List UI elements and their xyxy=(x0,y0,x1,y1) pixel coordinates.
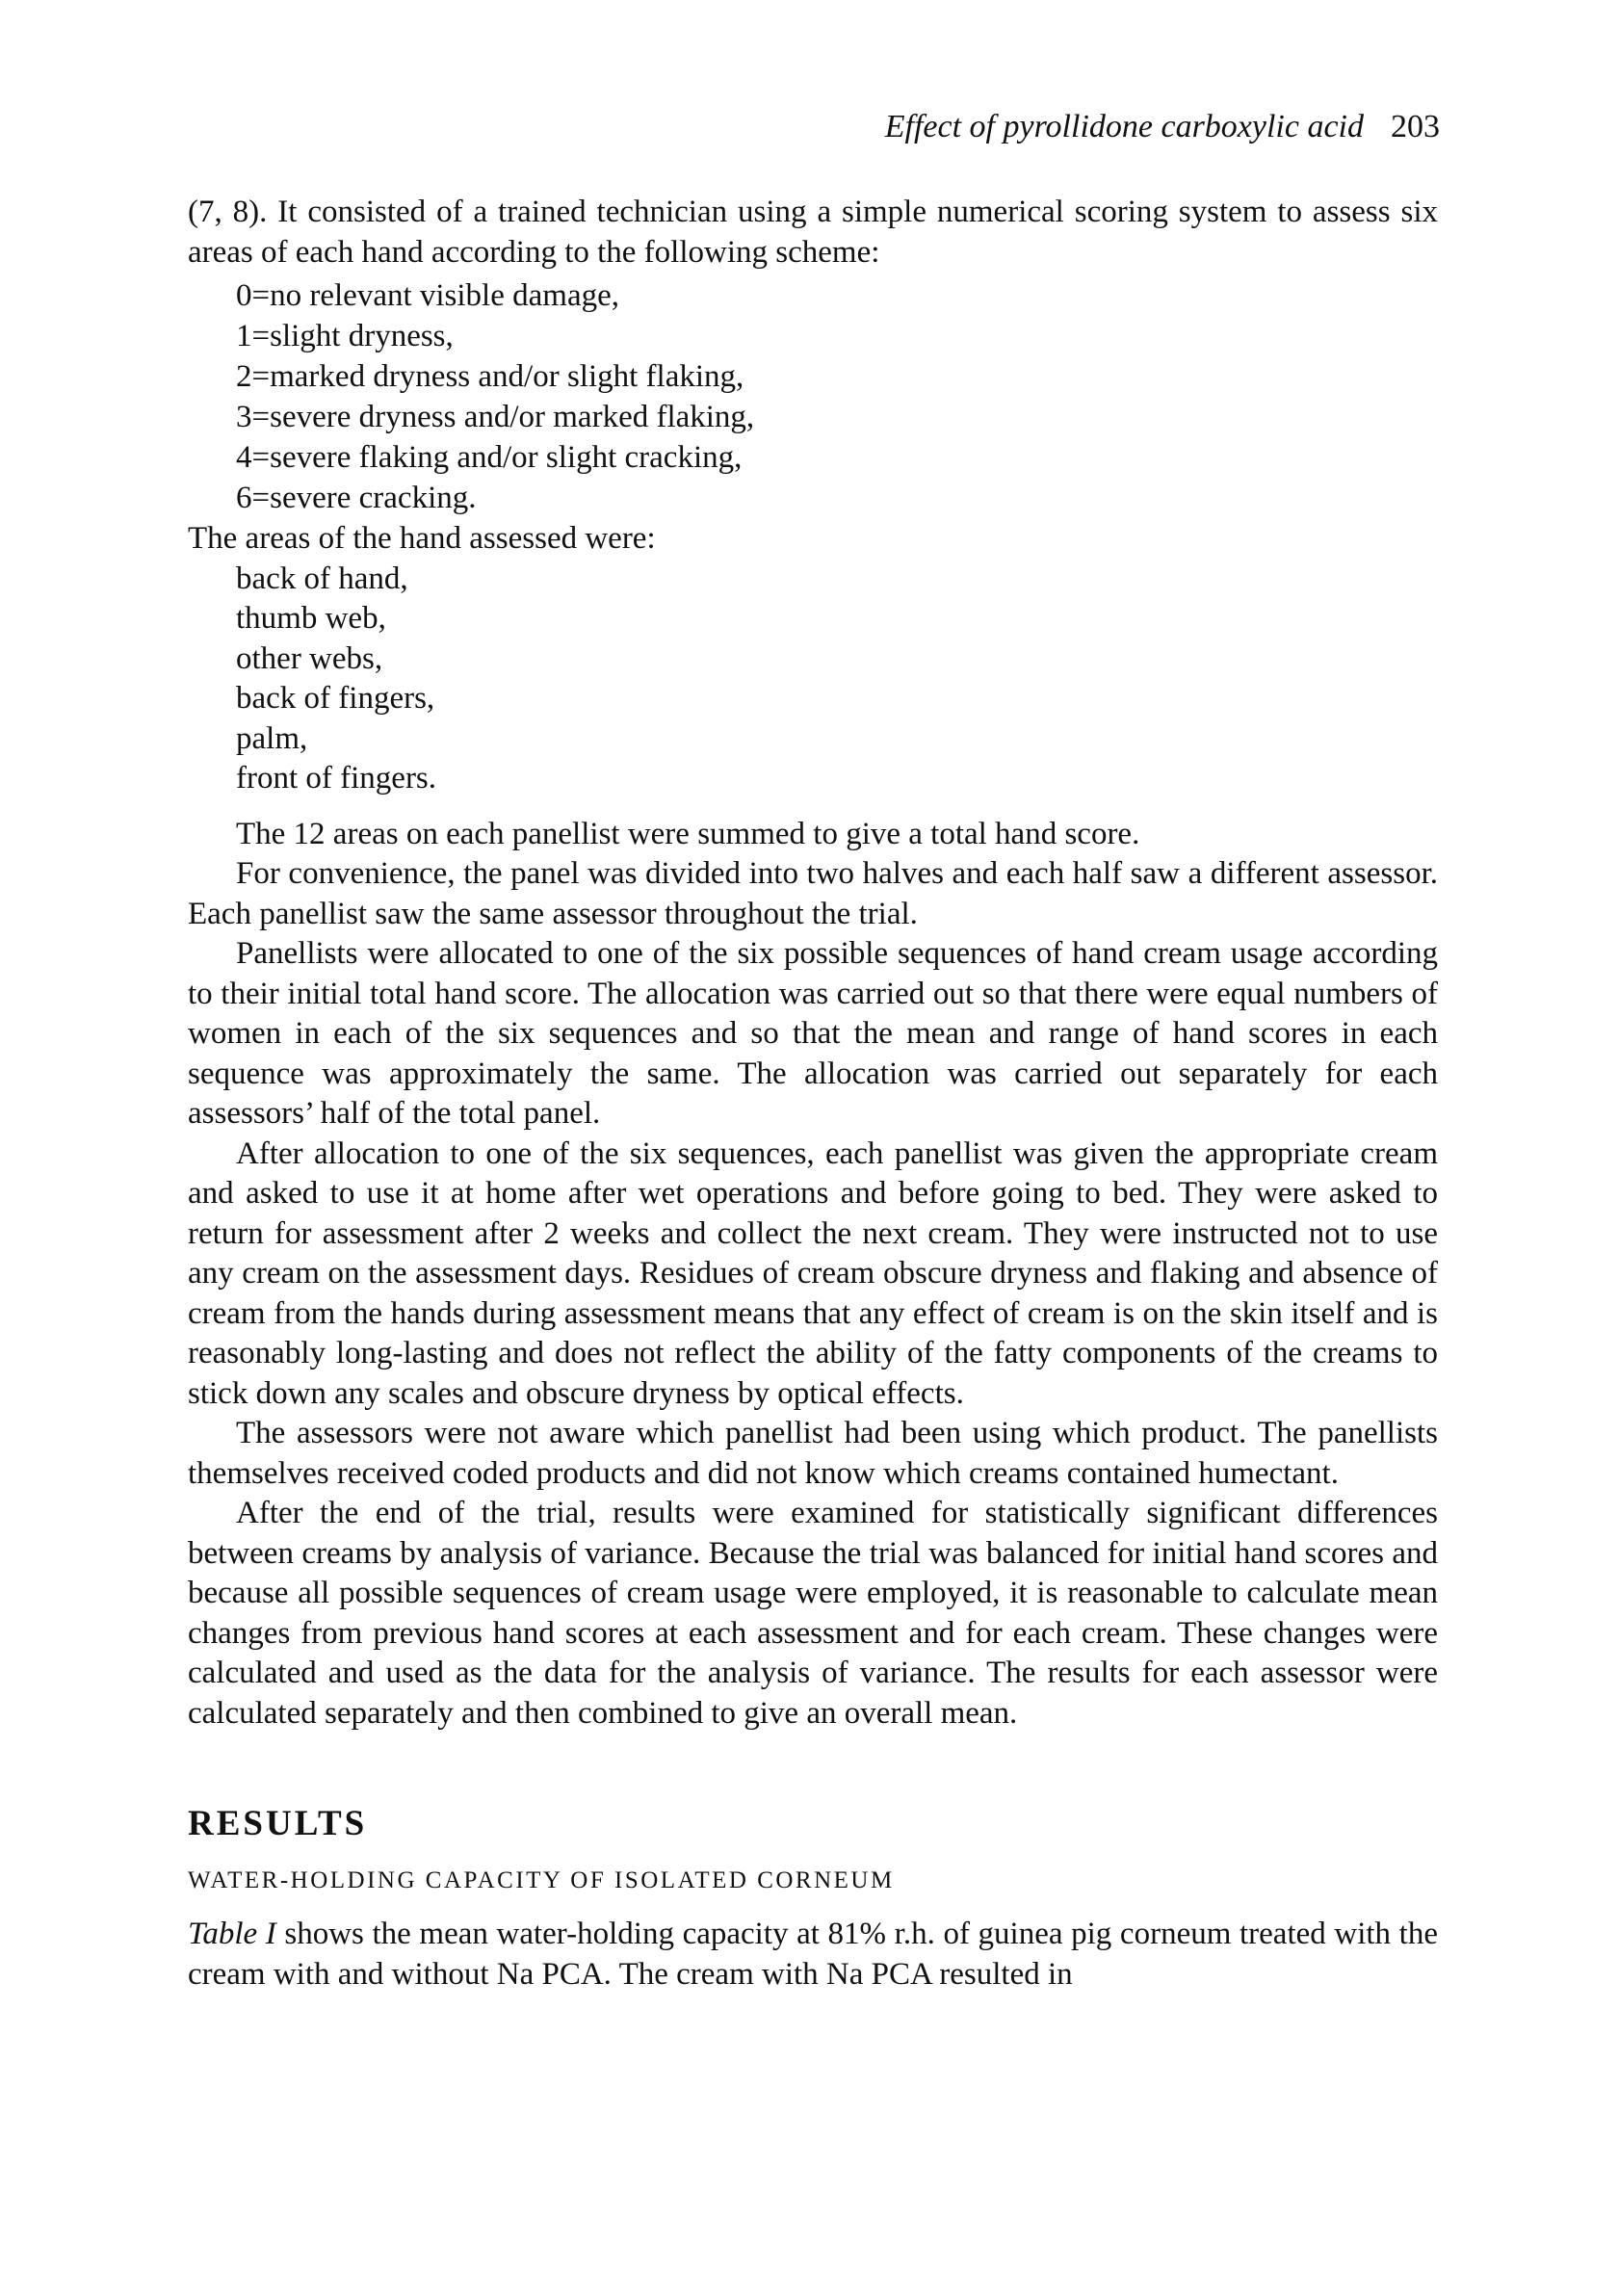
scoring-scheme-item: 4=severe flaking and/or slight cracking, xyxy=(236,440,743,475)
paragraph-assessors: For convenience, the panel was divided into two halves and each half saw a different assessor. Each panellist saw the same assessor throughout the trial. xyxy=(188,856,1438,931)
scoring-scheme-item: 3=severe dryness and/or marked flaking, xyxy=(236,400,755,434)
paragraph-analysis: After the end of the trial, results were examined for statistically significant differences between creams by analysis of variance. Because the trial was balanced for initial hand scores and because all possible sequences of cream usage were employed, it is reasonable to calculate mean changes from previous hand scores at each assessment and for each cream. These changes were calculated and used as the data for the analysis of variance. The results for each assessor were calculated separately and then combined to give an overall mean. xyxy=(188,1496,1438,1731)
areas-intro: The areas of the hand assessed were: xyxy=(188,521,656,556)
scoring-scheme-item: 2=marked dryness and/or slight flaking, xyxy=(236,359,744,394)
page-number: 203 xyxy=(1391,109,1440,144)
hand-area-item: thumb web, xyxy=(236,601,386,636)
paragraph-allocation: Panellists were allocated to one of the six possible sequences of hand cream usage according to their initial total hand score. The allocation was carried out so that there were equal numbers of women in each of the six sequences and so that the mean and range of hand scores in each sequence was approximately the same. The allocation was carried out separately for each assessors’ half of the total panel. xyxy=(188,936,1438,1131)
results-heading: RESULTS xyxy=(188,1804,368,1843)
running-head-title: Effect of pyrollidone carboxylic acid xyxy=(884,109,1364,144)
hand-area-item: front of fingers. xyxy=(236,761,437,796)
scoring-scheme-list xyxy=(188,276,1438,519)
hand-area-item: other webs, xyxy=(236,640,383,676)
hand-area-item: palm, xyxy=(236,720,308,756)
paragraph-procedure: After allocation to one of the six sequences, each panellist was given the appropriate cream and asked to use it at home after wet operations and before going to bed. They were asked to return for assessment after 2 weeks and collect the next cream. They were instructed not to use any cream on the assessment days. Residues of cream obscure dryness and flaking and absence of cream from the hands during assessment means that any effect of cream is on the skin itself and is reasonably long-lasting and does not reflect the ability of the fatty components of the creams to stick down any scales and obscure dryness by optical effects. xyxy=(188,1135,1438,1411)
results-paragraph xyxy=(188,1915,1438,1995)
table-reference: Table I xyxy=(188,1917,276,1951)
results-paragraph-text: shows the mean water-holding capacity at 81% r.h. of guinea pig corneum treated with the cream with and without Na PCA. The cream with Na PCA resulted in xyxy=(188,1917,1438,1992)
hand-areas-list xyxy=(188,560,1438,799)
scoring-scheme-item: 1=slight dryness, xyxy=(236,319,454,353)
hand-area-item: back of hand, xyxy=(236,561,408,596)
hand-area-item: back of fingers, xyxy=(236,681,435,716)
intro-paragraph: (7, 8). It consisted of a trained technician using a simple numerical scoring system to assess six areas of each hand according to the following scheme: xyxy=(188,195,1438,270)
scoring-scheme-item: 0=no relevant visible damage, xyxy=(236,278,619,313)
paragraph-blinding: The assessors were not aware which panellist had been using which product. The panellists themselves received coded products and did not know which creams contained humectant. xyxy=(188,1416,1438,1491)
paragraph-total-score: The 12 areas on each panellist were summed to give a total hand score. xyxy=(236,816,1140,851)
running-head xyxy=(188,108,1440,146)
body-text xyxy=(188,193,1438,1995)
scoring-scheme-item: 6=severe cracking. xyxy=(236,481,477,515)
water-holding-subheading: WATER-HOLDING CAPACITY OF ISOLATED CORNEUM xyxy=(188,1867,895,1893)
